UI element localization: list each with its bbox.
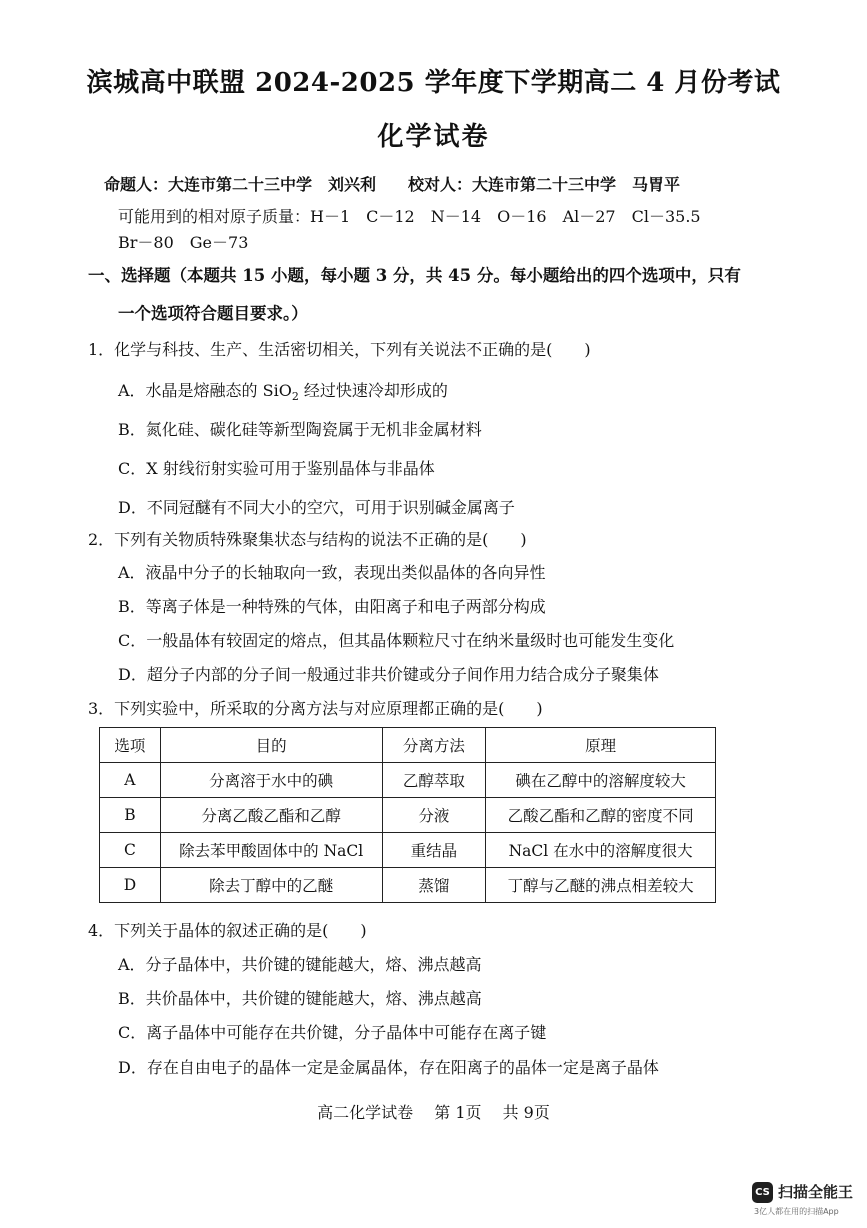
q1-option-a-post: 经过快速冷却形成的 — [298, 381, 448, 400]
page-footer: 高二化学试卷 第 1页 共 9页 — [317, 1103, 550, 1122]
q2-option-a: A．液晶中分子的长轴取向一致，表现出类似晶体的各向异性 — [118, 563, 546, 582]
q2-stem: 2．下列有关物质特殊聚集状态与结构的说法不正确的是( ) — [88, 530, 527, 549]
table-cell: C — [100, 833, 161, 868]
atomic-masses-line-1: 可能用到的相对原子质量：H－1 C－12 N－14 O－16 Al－27 Cl－35.5 — [118, 207, 701, 226]
q4-option-b: B．共价晶体中，共价键的键能越大，熔、沸点越高 — [118, 989, 482, 1008]
q1-stem: 1．化学与科技、生产、生活密切相关，下列有关说法不正确的是( ) — [88, 340, 591, 359]
scanner-tagline: 3亿人都在用的扫描App — [754, 1207, 839, 1216]
q4-option-a: A．分子晶体中，共价键的键能越大，熔、沸点越高 — [118, 955, 482, 974]
section-heading-line-2: 一个选项符合题目要求。） — [118, 304, 308, 323]
q1-option-c: C．X 射线衍射实验可用于鉴别晶体与非晶体 — [118, 459, 435, 478]
atomic-masses-line-2: Br－80 Ge－73 — [118, 233, 249, 252]
table-cell: 乙醇萃取 — [382, 763, 486, 798]
table-cell: 除去丁醇中的乙醚 — [160, 868, 382, 903]
q2-option-b: B．等离子体是一种特殊的气体，由阳离子和电子两部分构成 — [118, 597, 546, 616]
q2-option-d: D．超分子内部的分子间一般通过非共价键或分子间作用力结合成分子聚集体 — [118, 665, 659, 684]
scanner-app-name: 扫描全能王 — [778, 1183, 854, 1201]
table-row — [100, 833, 716, 868]
table-cell: 蒸馏 — [382, 868, 486, 903]
q3-stem: 3．下列实验中，所采取的分离方法与对应原理都正确的是( ) — [88, 699, 543, 718]
table-row — [100, 763, 716, 798]
cs-logo-icon: CS — [752, 1182, 773, 1203]
table-cell: NaCl 在水中的溶解度很大 — [486, 833, 716, 868]
table-header-row — [100, 728, 716, 763]
table-cell: 乙酸乙酯和乙醇的密度不同 — [486, 798, 716, 833]
table-cell: 分离乙酸乙酯和乙醇 — [160, 798, 382, 833]
q1-option-b: B．氮化硅、碳化硅等新型陶瓷属于无机非金属材料 — [118, 420, 482, 439]
table-cell: B — [100, 798, 161, 833]
table-header-cell: 原理 — [486, 728, 716, 763]
table-header-cell: 分离方法 — [382, 728, 486, 763]
section-heading-line-1: 一、选择题（本题共 15 小题，每小题 3 分，共 45 分。每小题给出的四个选项中，只有 — [88, 266, 741, 285]
q4-option-d: D．存在自由电子的晶体一定是金属晶体，存在阳离子的晶体一定是离子晶体 — [118, 1058, 659, 1077]
q4-option-c: C．离子晶体中可能存在共价键，分子晶体中可能存在离子键 — [118, 1023, 547, 1042]
q2-option-c: C．一般晶体有较固定的熔点，但其晶体颗粒尺寸在纳米量级时也可能发生变化 — [118, 631, 675, 650]
table-cell: A — [100, 763, 161, 798]
table-cell: 重结晶 — [382, 833, 486, 868]
scanner-watermark — [752, 1178, 862, 1223]
q4-stem: 4．下列关于晶体的叙述正确的是( ) — [88, 921, 367, 940]
authors-line: 命题人：大连市第二十三中学 刘兴利 校对人：大连市第二十三中学 马胃平 — [104, 175, 681, 194]
table-cell: D — [100, 868, 161, 903]
table-cell: 丁醇与乙醚的沸点相差较大 — [486, 868, 716, 903]
exam-subtitle: 化学试卷 — [377, 122, 490, 152]
table-header-cell: 选项 — [100, 728, 161, 763]
table-cell: 分液 — [382, 798, 486, 833]
q1-option-a-pre: A．水晶是熔融态的 SiO — [118, 381, 292, 400]
table-cell: 分离溶于水中的碘 — [160, 763, 382, 798]
q1-option-d: D．不同冠醚有不同大小的空穴，可用于识别碱金属离子 — [118, 498, 515, 517]
table-header-cell: 目的 — [160, 728, 382, 763]
table-row — [100, 798, 716, 833]
q1-option-a-subscript: 2 — [291, 390, 299, 404]
q1-option-a — [118, 378, 448, 403]
table-cell: 除去苯甲酸固体中的 NaCl — [160, 833, 382, 868]
separation-methods-table — [99, 727, 716, 903]
exam-title: 滨城高中联盟 2024-2025 学年度下学期高二 4 月份考试 — [86, 68, 781, 98]
table-cell: 碘在乙醇中的溶解度较大 — [486, 763, 716, 798]
table-row — [100, 868, 716, 903]
